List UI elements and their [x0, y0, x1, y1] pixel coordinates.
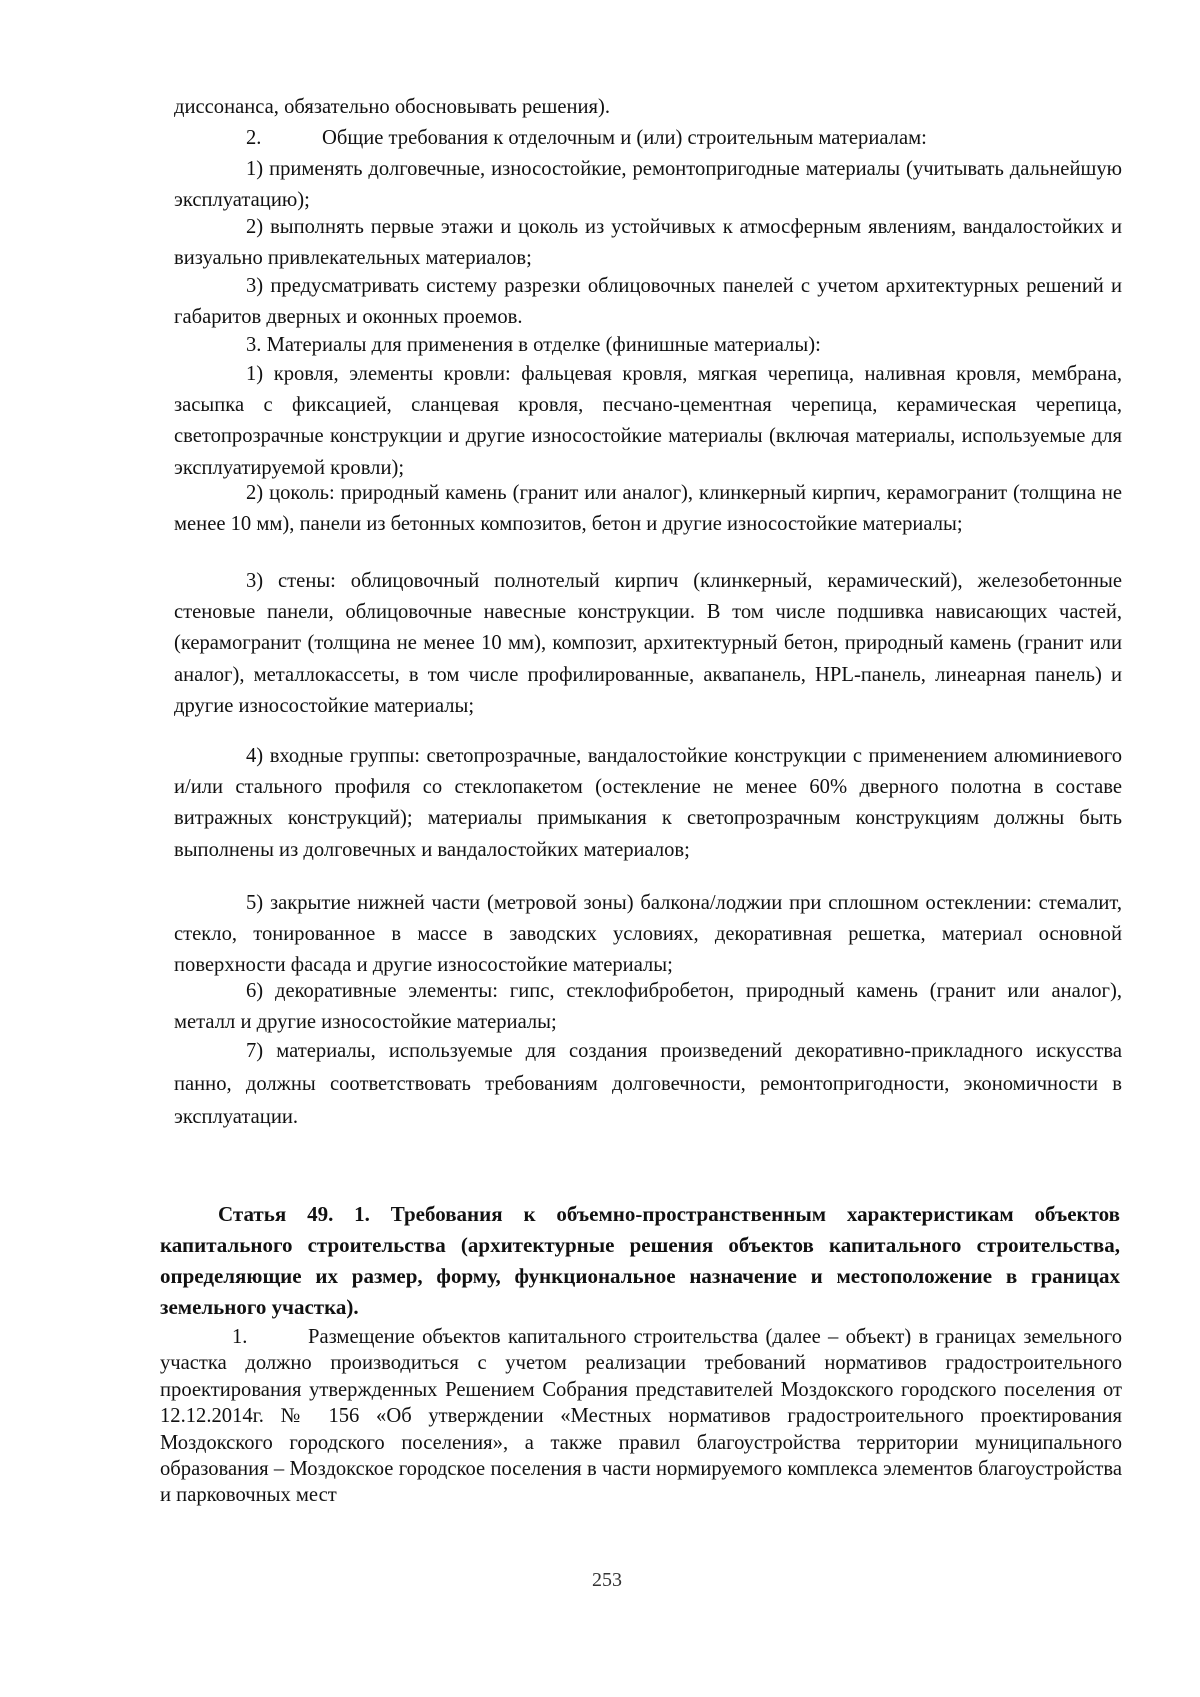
paragraph-3-4: 4) входные группы: светопрозрачные, вандалостойкие конструкции с применением алюминиевого и/или стального профиля со стеклопакетом (остекление не менее 60% дверного полотна в составе витражных конструкций); материалы примыкания к светопрозрачным конструкциям должны быть выполнены из долговечных и вандалостойких материалов; [174, 745, 1122, 861]
paragraph-3-5: 5) закрытие нижней части (метровой зоны) балкона/лоджии при сплошном остеклении: стемалит, стекло, тонированное в массе в заводских условиях, декоративная решетка, материал основной поверхности фасада и другие износостойкие материалы; [174, 892, 1122, 977]
paragraph-item-2 [174, 123, 1122, 154]
paragraph-3-1: 1) кровля, элементы кровли: фальцевая кровля, мягкая черепица, наливная кровля, мембрана, засыпка с фиксацией, сланцевая кровля, песчано-цементная черепица, керамическая черепица, светопрозрачные конструкции и другие износостойкие материалы (включая материалы, используемые для эксплуатируемой кровли); [174, 363, 1122, 479]
paragraph-continuation: диссонанса, обязательно обосновывать решения). [174, 96, 610, 118]
paragraph-3-6: 6) декоративные элементы: гипс, стеклофибробетон, природный камень (гранит или аналог), металл и другие износостойкие материалы; [174, 980, 1122, 1034]
paragraph-3-2: 2) цоколь: природный камень (гранит или аналог), клинкерный кирпич, керамогранит (толщина не менее 10 мм), панели из бетонных композитов, бетон и другие износостойкие материалы; [174, 482, 1122, 536]
page-number: 253 [592, 1569, 622, 1591]
item-number: 2. [246, 127, 262, 149]
paragraph-2-3: 3) предусматривать систему разрезки облицовочных панелей с учетом архитектурных решений и габаритов дверных и оконных проемов. [174, 275, 1122, 329]
paragraph-2-2: 2) выполнять первые этажи и цоколь из устойчивых к атмосферным явлениям, вандалостойких и визуально привлекательных материалов; [174, 216, 1122, 270]
paragraph-item-3: 3. Материалы для применения в отделке (финишные материалы): [246, 334, 821, 356]
item-number: 1. [232, 1326, 248, 1348]
item-text: Размещение объектов капитального строительства (далее – объект) в границах земельного участка должно производиться с учетом реализации требований нормативов градостроительного проектирования утвержденных Решением Собрания представителей Моздокского городского поселения от 12.12.2014г. № 156 «Об утверждении «Местных нормативов градостроительного проектирования Моздокского городского поселения», а также правил благоустройства территории муниципального образования – Моздокское городское поселения в части нормируемого комплекса элементов благоустройства и парковочных мест [160, 1326, 1122, 1507]
article-heading: Статья 49. 1. Требования к объемно-пространственным характеристикам объектов капитального строительства (архитектурные решения объектов капитального строительства, определяющие их размер, форму, функциональное назначение и местоположение в границах земельного участка). [160, 1202, 1120, 1319]
paragraph-3-7: 7) материалы, используемые для создания произведений декоративно-прикладного искусства панно, должны соответствовать требованиям долговечности, ремонтопригодности, экономичности в эксплуатации. [174, 1040, 1122, 1128]
item-text: Общие требования к отделочным и (или) строительным материалам: [322, 127, 927, 149]
paragraph-3-3: 3) стены: облицовочный полнотелый кирпич (клинкерный, керамический), железобетонные стеновые панели, облицовочные навесные конструкции. В том числе подшивка нависающих частей, (керамогранит (толщина не менее 10 мм), композит, архитектурный бетон, природный камень (гранит или аналог), металлокассеты, в том числе профилированные, аквапанель, HPL-панель, линеарная панель) и другие износостойкие материалы; [174, 570, 1122, 717]
article-paragraph-1 [160, 1324, 1122, 1509]
paragraph-2-1: 1) применять долговечные, износостойкие, ремонтопригодные материалы (учитывать дальнейшую эксплуатацию); [174, 158, 1122, 212]
